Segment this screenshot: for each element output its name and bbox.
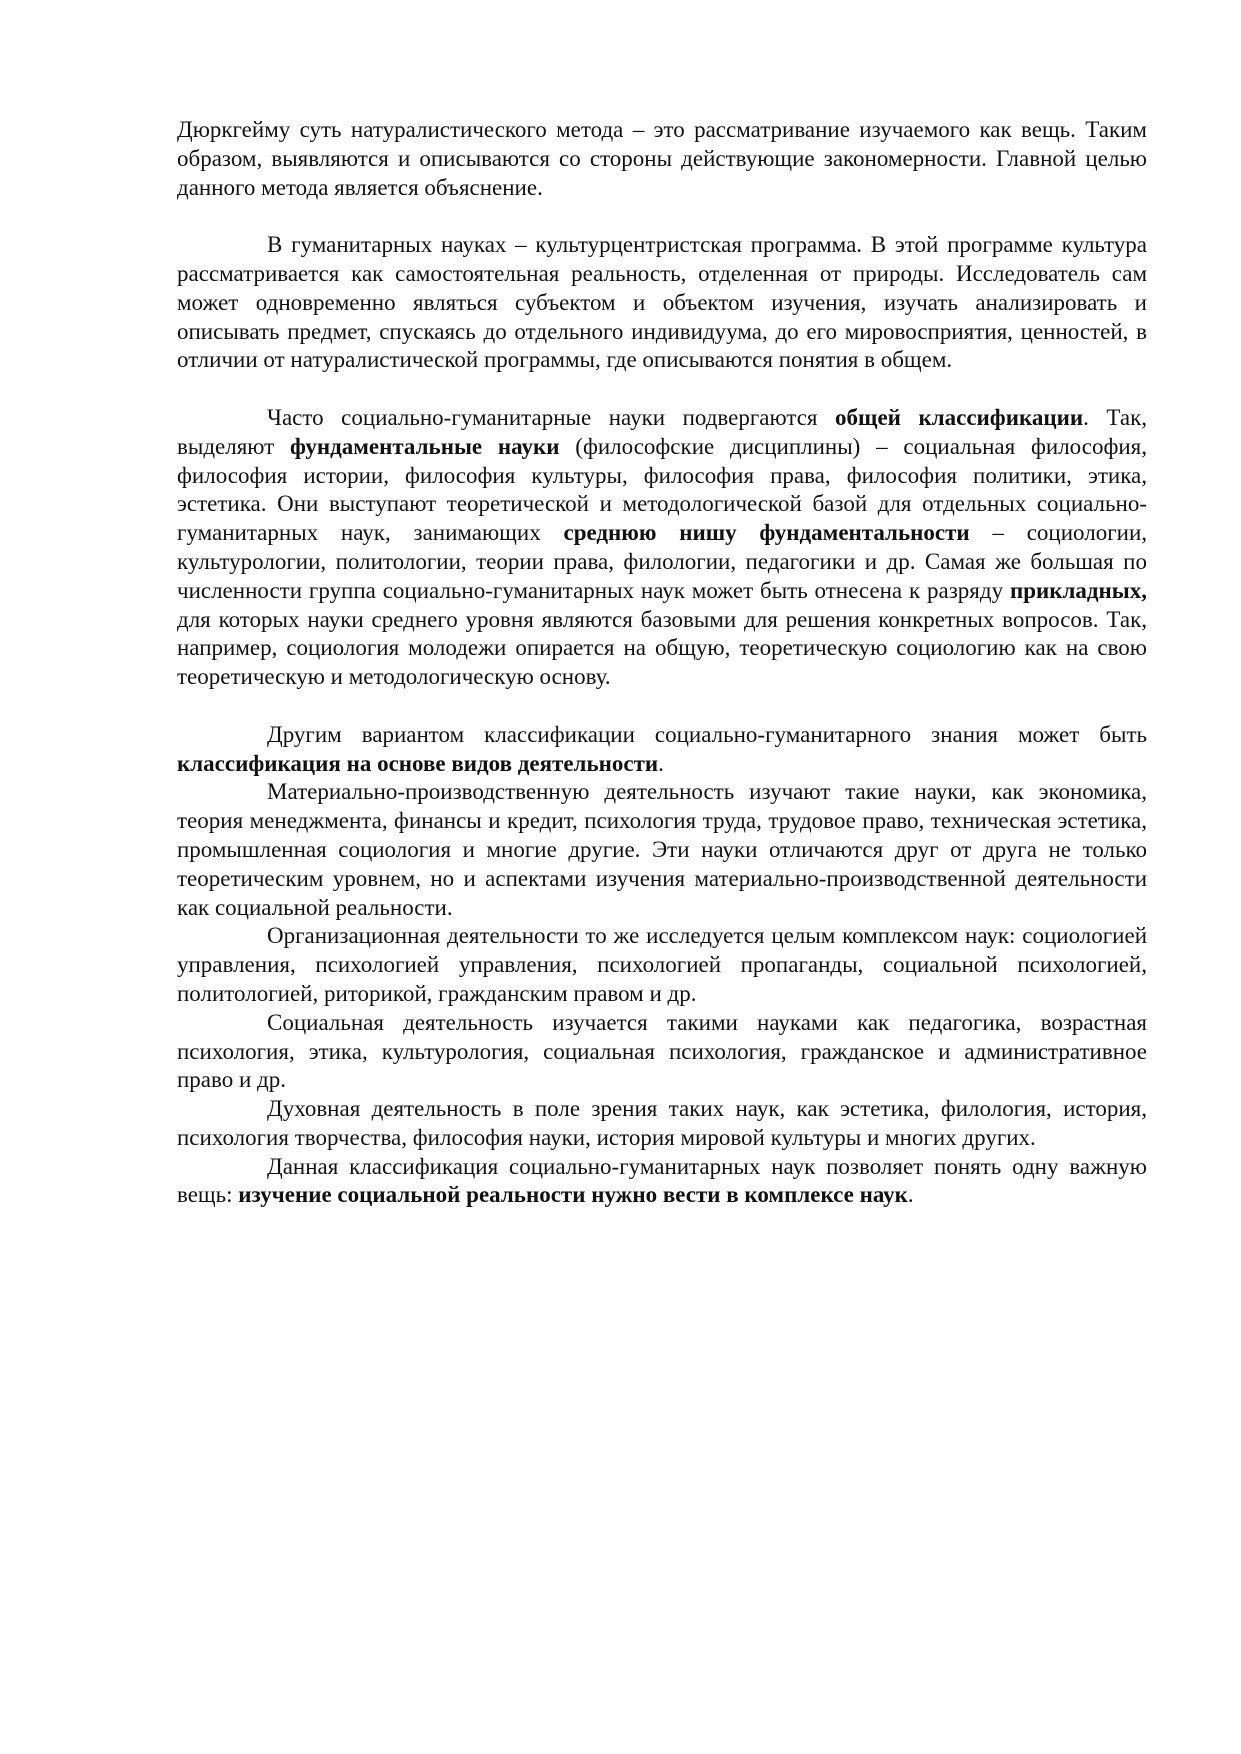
bold-term: фундаментальные науки: [290, 433, 560, 459]
text-segment: .: [907, 1182, 914, 1208]
text-segment: – социологии, культурологии, политологии, теории права, филологии, педагогики и др. Самая же большая по численности группа социально-гуманитарных наук может быть отнесена к разряду: [177, 520, 1147, 603]
paragraph-conclusion: [177, 1153, 1147, 1211]
text-segment: для которых науки среднего уровня являются базовыми для решения конкретных вопросов. Так, например, социология молодежи опирается на общую, теоретическую социологию как на свою теоретическую и методологическую основу.: [177, 606, 1147, 690]
bold-term: прикладных,: [1009, 577, 1147, 603]
text-segment: .: [658, 750, 664, 776]
paragraph-social-activity: [177, 1009, 1147, 1095]
text-segment: Дюркгейму суть натуралистического метода – это рассматривание изучаемого как вещь. Таким образом, выявляются и описываются со стороны действующие закономерности. Главной целью данного метода является объяснение.: [177, 117, 1147, 200]
text-segment: В гуманитарных науках – культурцентристская программа. В этой программе культура рассматривается как самостоятельная реальность, отделенная от природы. Исследователь сам может одновременно являться субъектом и объектом изучения, изучать анализировать и описывать предмет, спускаясь до отдельного индивидуума, до его мировосприятия, ценностей, в отличии от натуралистической программы, где описываются понятия в общем.: [177, 232, 1147, 373]
document-page: [177, 116, 1147, 1210]
text-segment: . Так, выделяют: [177, 404, 1148, 459]
paragraph-general-classification: [177, 404, 1147, 692]
paragraph-durkheim-method: [177, 116, 1147, 202]
paragraph-organizational: [177, 922, 1147, 1008]
bold-term: общей классификации: [835, 404, 1084, 430]
bold-term: среднюю нишу фундаментальности: [563, 520, 970, 546]
bold-term: классификация на основе видов деятельности: [177, 750, 659, 776]
text-segment: Данная классификация социально-гуманитарных наук позволяет понять одну важную вещь:: [177, 1153, 1147, 1208]
text-segment: Материально-производственную деятельность изучают такие науки, как экономика, теория менеджмента, финансы и кредит, психология труда, трудовое право, техническая эстетика, промышленная социология и многие другие. Эти науки отличаются друг от друга не только теоретическим уровнем, но и аспектами изучения материально-производственной деятельности как социальной реальности.: [177, 779, 1147, 920]
text-segment: (философские дисциплины) – социальная философия, философия истории, философия культуры, философия права, философия политики, этика, эстетика. Они выступают теоретической и методологической базой для отдельных социально-гуманитарных наук, занимающих: [177, 433, 1147, 546]
paragraph-activity-classification: [177, 721, 1147, 779]
bold-term: изучение социальной реальности нужно вести в комплексе наук: [238, 1182, 908, 1208]
text-segment: Часто социально-гуманитарные науки подвергаются: [267, 404, 836, 430]
text-segment: Социальная деятельность изучается такими науками как педагогика, возрастная психология, этика, культурология, социальная психология, гражданское и административное право и др.: [177, 1009, 1147, 1093]
text-segment: Другим вариантом классификации социально-гуманитарного знания может быть: [267, 721, 1147, 747]
paragraph-humanities-program: [177, 231, 1147, 375]
text-segment: Духовная деятельность в поле зрения таких наук, как эстетика, филология, история, психология творчества, философия науки, история мировой культуры и многих других.: [177, 1096, 1147, 1150]
paragraph-spiritual-activity: [177, 1095, 1147, 1153]
text-segment: Организационная деятельности то же исследуется целым комплексом наук: социологией управления, психологией управления, психологией пропаганды, социальной психологией, политологией, риторикой, гражданским правом и др.: [177, 923, 1147, 1006]
paragraph-material-production: [177, 778, 1147, 922]
